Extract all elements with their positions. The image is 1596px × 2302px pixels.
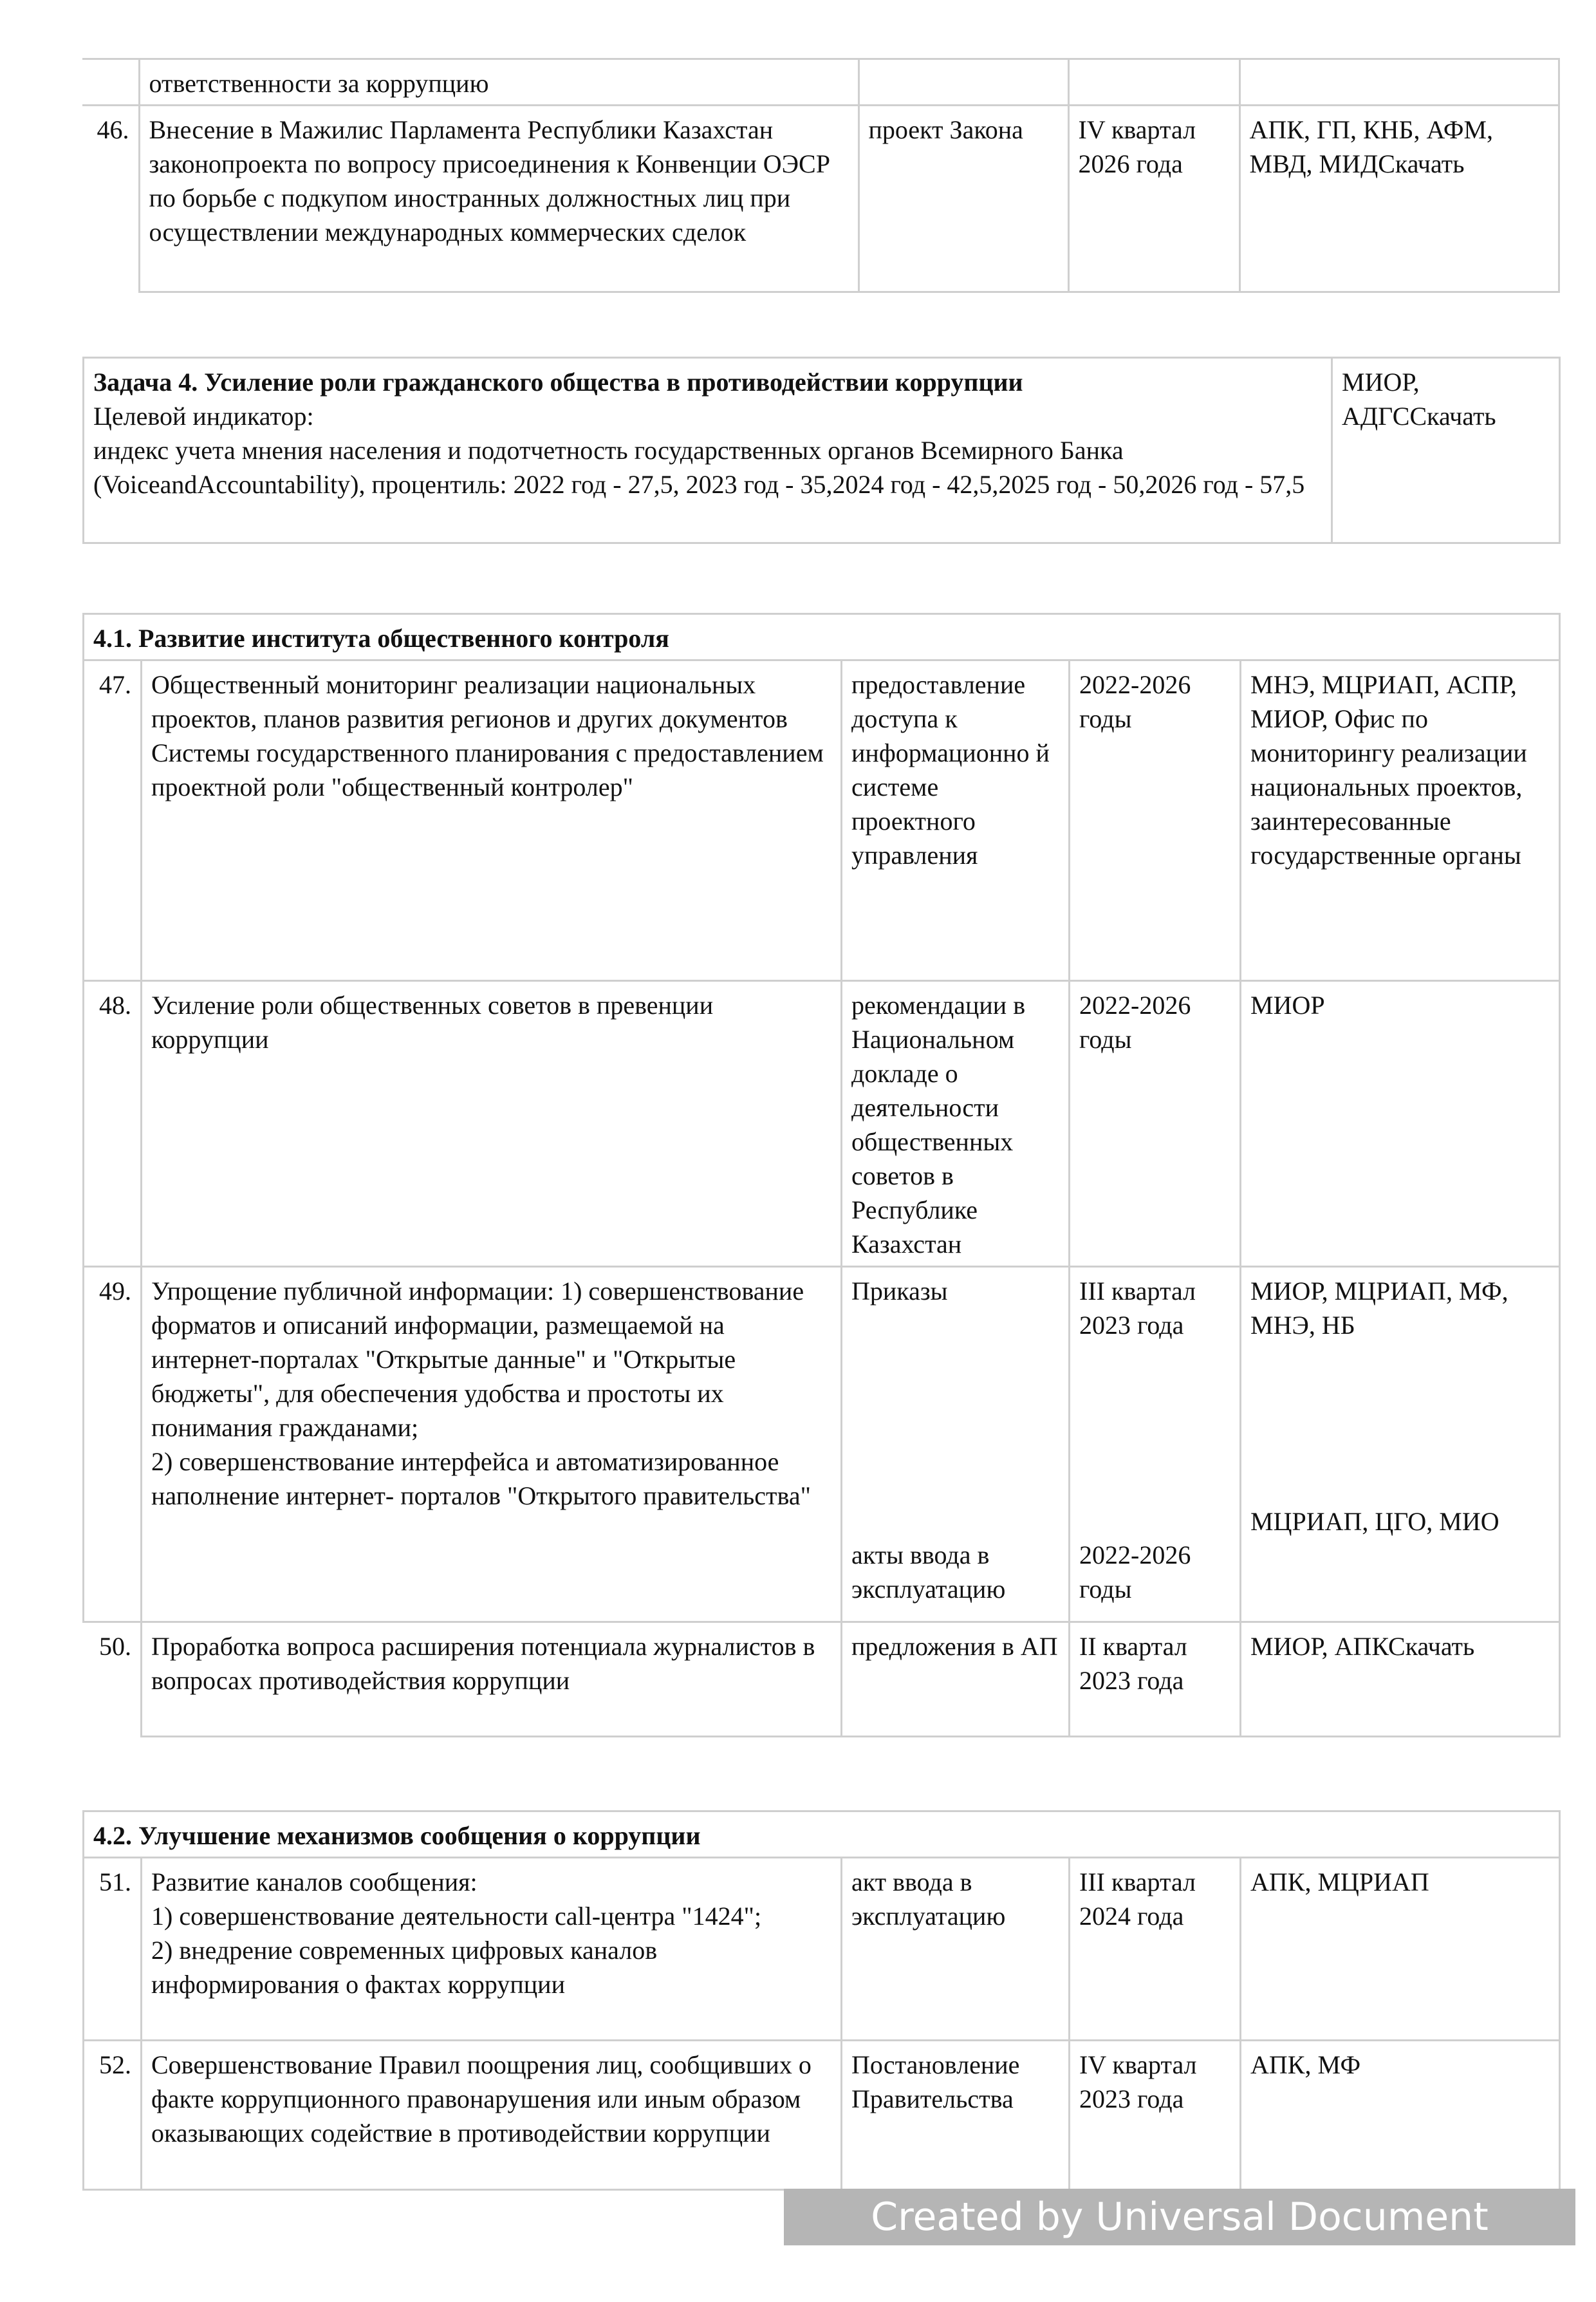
deadline-cell-empty [1068, 59, 1239, 106]
deadline-1: III квартал 2023 года [1079, 1277, 1196, 1340]
table-row [82, 106, 1559, 292]
action-text: Усиление роли общественных советов в превенции коррупции [142, 981, 842, 1267]
completion-form: акт ввода в эксплуатацию [842, 1858, 1070, 2041]
action-text-part1: Упрощение публичной информации: 1) совершенствование форматов и описаний информации, размещаемой на интернет-порталах "Открытые данные" и "Открытые бюджеты", для обеспечения удобства и простоты их понимания гражданами; [151, 1277, 804, 1442]
responsible-cell-empty [1239, 59, 1559, 106]
indicator-text: индекс учета мнения населения и подотчетность государственных органов Всемирного Банка (VoiceandAccountability), процентиль: 2022 год - 27,5, 2023 год - 35,2024 год - 42,5,2025 год - 50,2026 год - 57,5 [93, 436, 1305, 499]
action-text: ответственности за коррупцию [139, 59, 858, 106]
task-4-table [82, 357, 1561, 544]
completion-form: Постановление Правительства [842, 2041, 1070, 2190]
deadline: IV квартал 2023 года [1070, 2041, 1241, 2190]
action-text: Проработка вопроса расширения потенциала журналистов в вопросах противодействия коррупции [142, 1622, 842, 1737]
deadline: 2022-2026 годы [1070, 660, 1241, 981]
table-row [84, 981, 1560, 1267]
responsible-bodies: МИОР [1241, 981, 1560, 1267]
completion-form-2: акты ввода в эксплуатацию [851, 1540, 1006, 1604]
responsible-bodies: АПК, ГП, КНБ, АФМ, МВД, МИДСкачать [1239, 106, 1559, 292]
action-text-part1: Развитие каналов сообщения: [151, 1867, 478, 1896]
action-text [142, 1267, 842, 1622]
action-text: Внесение в Мажилис Парламента Республики Казахстан законопроекта по вопросу присоединения к Конвенции ОЭСР по борьбе с подкупом иностранных должностных лиц при осуществлении международных коммерческих сделок [139, 106, 858, 292]
responsible-bodies [1241, 1267, 1560, 1622]
action-text-part2: 1) совершенствование деятельности call-центра "1424"; [151, 1902, 762, 1931]
action-text-part2: 2) совершенствование интерфейса и автоматизированное наполнение интернет- порталов "Открытого правительства" [151, 1447, 811, 1510]
form-cell-empty [858, 59, 1068, 106]
section-header-row [84, 1811, 1560, 1858]
completion-form: предоставление доступа к информационно й системе проектного управления [842, 660, 1070, 981]
completion-form-1: Приказы [851, 1277, 948, 1305]
row-number: 47. [84, 660, 142, 981]
responsible-1: МИОР, МЦРИАП, МФ, МНЭ, НБ [1250, 1277, 1508, 1340]
completion-form: предложения в АП [842, 1622, 1070, 1737]
converter-watermark: Created by Universal Document Converter [784, 2189, 1575, 2245]
section-4-2-table [82, 1810, 1561, 2191]
deadline: III квартал 2024 года [1070, 1858, 1241, 2041]
indicator-label: Целевой индикатор: [93, 402, 314, 431]
table-row [84, 1858, 1560, 2041]
table-row [82, 59, 1559, 106]
task-row [84, 358, 1560, 543]
completion-form: проект Закона [858, 106, 1068, 292]
task-title: Задача 4. Усиление роли гражданского общества в противодействии коррупции [93, 368, 1023, 397]
deadline: 2022-2026 годы [1070, 981, 1241, 1267]
table-row [84, 1622, 1560, 1737]
deadline-2: 2022-2026 годы [1079, 1540, 1191, 1604]
row-number: 48. [84, 981, 142, 1267]
row-number: 52. [84, 2041, 142, 2190]
row-number-empty [82, 59, 139, 106]
row-number: 50. [84, 1622, 142, 1737]
action-text: Совершенствование Правил поощрения лиц, сообщивших о факте коррупционного правонарушения или иным образом оказывающих содействие в противодействии коррупции [142, 2041, 842, 2190]
table-row [84, 1267, 1560, 1622]
responsible-bodies: МНЭ, МЦРИАП, АСПР, МИОР, Офис по мониторингу реализации национальных проектов, заинтересованные государственные органы [1241, 660, 1560, 981]
section-header-row [84, 614, 1560, 660]
row-number: 46. [82, 106, 139, 292]
responsible-bodies: АПК, МЦРИАП [1241, 1858, 1560, 2041]
task-description [84, 358, 1332, 543]
row-number: 49. [84, 1267, 142, 1622]
row-number: 51. [84, 1858, 142, 2041]
deadline: IV квартал 2026 года [1068, 106, 1239, 292]
section-title: 4.1. Развитие института общественного контроля [84, 614, 1560, 660]
responsible-bodies: АПК, МФ [1241, 2041, 1560, 2190]
action-text-part3: 2) внедрение современных цифровых каналов информирования о фактах коррупции [151, 1936, 658, 1999]
task-responsible: МИОР, АДГССкачать [1332, 358, 1560, 543]
completion-form: рекомендации в Национальном докладе о деятельности общественных советов в Республике Казахстан [842, 981, 1070, 1267]
section-title: 4.2. Улучшение механизмов сообщения о коррупции [84, 1811, 1560, 1858]
action-text [142, 1858, 842, 2041]
responsible-bodies: МИОР, АПКСкачать [1241, 1622, 1560, 1737]
table-row [84, 660, 1560, 981]
table-row [84, 2041, 1560, 2190]
deadline: II квартал 2023 года [1070, 1622, 1241, 1737]
deadline [1070, 1267, 1241, 1622]
plan-table-part1 [82, 58, 1560, 293]
action-text: Общественный мониторинг реализации национальных проектов, планов развития регионов и других документов Системы государственного планирования с предоставлением проектной роли "общественный контролер" [142, 660, 842, 981]
responsible-2: МЦРИАП, ЦГО, МИО [1250, 1507, 1499, 1536]
section-4-1-table [82, 613, 1561, 1737]
completion-form [842, 1267, 1070, 1622]
